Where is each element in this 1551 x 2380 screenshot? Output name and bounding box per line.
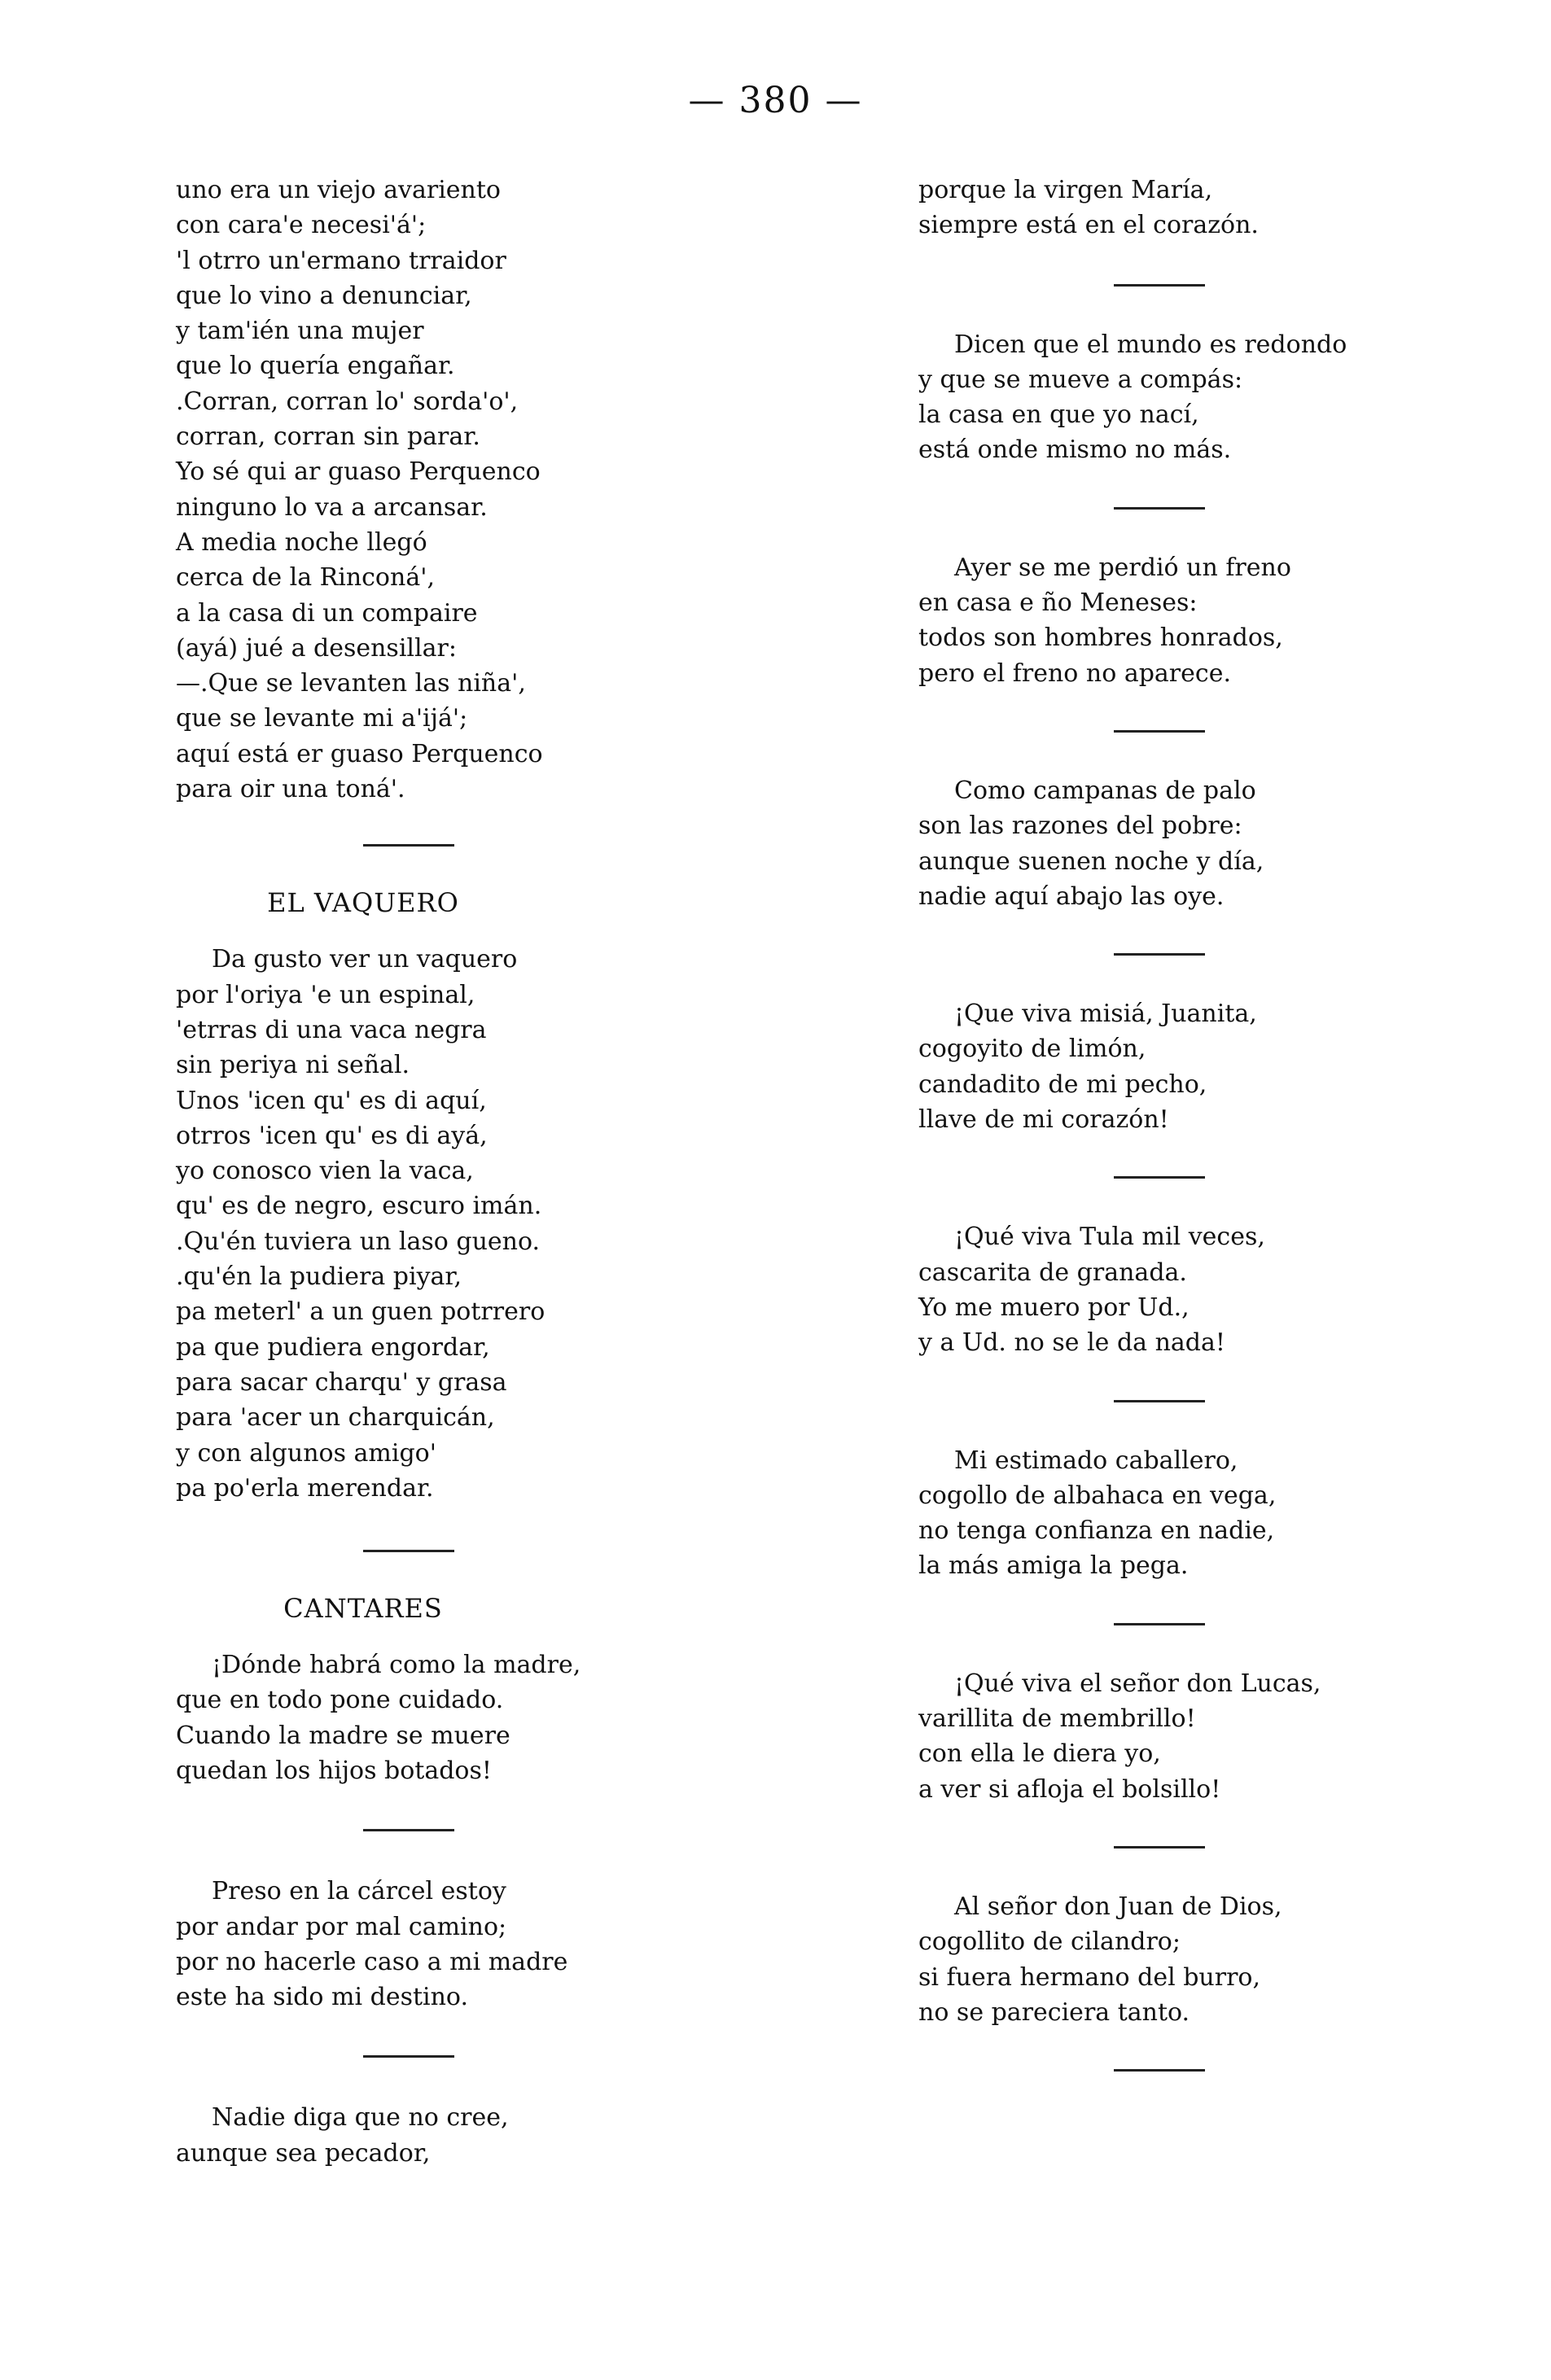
verse-line: cogollo de albahaca en vega, xyxy=(918,1481,1277,1510)
verse-line: no tenga confianza en nadie, xyxy=(918,1516,1275,1546)
poem-el-vaquero xyxy=(176,942,697,1506)
cantar-stanza xyxy=(176,1647,697,1788)
stanza-divider xyxy=(1114,507,1205,510)
stanza-divider xyxy=(363,2055,454,2058)
verse-line: Yo sé qui ar guaso Perquenco xyxy=(176,457,541,487)
cantar-stanza xyxy=(918,996,1439,1137)
verse-line: en casa e ño Meneses: xyxy=(918,588,1198,618)
verse-line: ¡Qué viva el señor don Lucas, xyxy=(954,1669,1321,1698)
verse-line: este ha sido mi destino. xyxy=(176,1983,469,2012)
verse-line: está onde mismo no más. xyxy=(918,435,1232,465)
verse-line: Mi estimado caballero, xyxy=(954,1446,1238,1475)
verse-line: si fuera hermano del burro, xyxy=(918,1962,1261,1992)
verse-line: por l'oriya 'e un espinal, xyxy=(176,980,475,1009)
verse-line: aquí está er guaso Perquenco xyxy=(176,739,543,768)
verse-line: qu' es de negro, escuro imán. xyxy=(176,1192,542,1221)
verse-line: y que se mueve a compás: xyxy=(918,365,1243,394)
verse-line: quedan los hijos botados! xyxy=(176,1756,492,1785)
verse-line: la casa en que yo nací, xyxy=(918,400,1199,430)
section-title-el-vaquero: EL VAQUERO xyxy=(267,887,459,919)
verse-line: Da gusto ver un vaquero xyxy=(212,945,518,974)
verse-line: yo conosco vien la vaca, xyxy=(176,1157,474,1186)
verse-line: pa que pudiera engordar, xyxy=(176,1332,490,1362)
verse-line: para oir una toná'. xyxy=(176,775,405,804)
verse-line: 'etrras di una vaca negra xyxy=(176,1015,487,1044)
cantar-stanza xyxy=(176,1874,697,2015)
verse-line: todos son hombres honrados, xyxy=(918,623,1283,653)
verse-line: porque la virgen María, xyxy=(918,176,1213,204)
verse-line: son las razones del pobre: xyxy=(918,812,1242,841)
cantar-stanza xyxy=(918,1889,1439,2030)
verse-line: con ella le diera yo, xyxy=(918,1739,1161,1769)
stanza-divider xyxy=(1114,1846,1205,1848)
stanza-divider xyxy=(1114,1176,1205,1179)
cantar-stanza xyxy=(918,550,1439,691)
verse-line: ¡Que viva misiá, Juanita, xyxy=(954,1000,1257,1029)
stanza-divider xyxy=(1114,2069,1205,2072)
verse-line: llave de mi corazón! xyxy=(918,1105,1169,1135)
cantar-stanza xyxy=(918,1443,1439,1584)
verse-line: pero el freno no aparece. xyxy=(918,658,1231,688)
stanza-divider xyxy=(1114,1400,1205,1402)
verse-line: uno era un viejo avariento xyxy=(176,176,501,204)
verse-line: ninguno lo va a arcansar. xyxy=(176,492,488,522)
verse-line: que se levante mi a'ijá'; xyxy=(176,704,468,733)
verse-line: por andar por mal camino; xyxy=(176,1912,507,1941)
verse-line: Dicen que el mundo es redondo xyxy=(954,330,1347,359)
cantar-stanza xyxy=(918,173,1439,243)
verse-line: cascarita de granada. xyxy=(918,1258,1187,1287)
verse-line: otrros 'icen qu' es di ayá, xyxy=(176,1121,488,1150)
verse-line: con cara'e necesi'á'; xyxy=(176,211,427,240)
verse-line: 'l otrro un'ermano trraidor xyxy=(176,246,506,275)
stanza-divider xyxy=(1114,284,1205,287)
stanza-divider xyxy=(363,1829,454,1831)
verse-line: a la casa di un compaire xyxy=(176,598,478,628)
section-title-cantares: CANTARES xyxy=(283,1593,443,1625)
verse-line: .Corran, corran lo' sorda'o', xyxy=(176,387,519,416)
cantar-stanza xyxy=(176,2100,697,2171)
cantar-stanza xyxy=(918,327,1439,468)
verse-line: aunque suenen noche y día, xyxy=(918,847,1264,876)
verse-line: para 'acer un charquicán, xyxy=(176,1403,495,1433)
verse-line: Unos 'icen qu' es di aquí, xyxy=(176,1086,487,1115)
verse-line: A media noche llegó xyxy=(176,527,427,557)
verse-line: corran, corran sin parar. xyxy=(176,422,480,452)
verse-line: ¡Dónde habrá como la madre, xyxy=(212,1651,581,1680)
verse-line: .Qu'én tuviera un laso gueno. xyxy=(176,1227,541,1256)
verse-line: aunque sea pecador, xyxy=(176,2138,431,2168)
verse-line: pa meterl' a un guen potrrero xyxy=(176,1297,545,1327)
verse-line: que en todo pone cuidado. xyxy=(176,1686,504,1715)
verse-line: que lo vino a denunciar, xyxy=(176,281,472,310)
cantar-stanza xyxy=(918,1666,1439,1807)
stanza-divider xyxy=(1114,953,1205,956)
stanza-divider xyxy=(1114,730,1205,733)
verse-line: pa po'erla merendar. xyxy=(176,1473,434,1503)
verse-line: a ver si afloja el bolsillo! xyxy=(918,1774,1221,1804)
verse-line: cerca de la Rinconá', xyxy=(176,563,435,593)
verse-line: que lo quería engañar. xyxy=(176,352,455,381)
left-column xyxy=(176,173,697,2171)
verse-line: .qu'én la pudiera piyar, xyxy=(176,1262,462,1292)
verse-line: cogoyito de limón, xyxy=(918,1035,1146,1064)
verse-line: (ayá) jué a desensillar: xyxy=(176,633,457,663)
stanza-divider xyxy=(1114,1623,1205,1625)
verse-line: sin periya ni señal. xyxy=(176,1051,410,1080)
section-divider xyxy=(363,1550,454,1552)
verse-line: Al señor don Juan de Dios, xyxy=(954,1892,1282,1921)
poem-continued xyxy=(176,173,697,807)
verse-line: Ayer se me perdió un freno xyxy=(954,553,1291,582)
verse-line: nadie aquí abajo las oye. xyxy=(918,882,1225,911)
verse-line: no se pareciera tanto. xyxy=(918,1997,1190,2027)
verse-line: ¡Qué viva Tula mil veces, xyxy=(954,1223,1265,1252)
cantar-stanza xyxy=(918,773,1439,914)
verse-line: Como campanas de palo xyxy=(954,776,1256,805)
verse-line: candadito de mi pecho, xyxy=(918,1070,1207,1099)
cantar-stanza xyxy=(918,1219,1439,1360)
verse-line: cogollito de cilandro; xyxy=(918,1927,1181,1957)
verse-line: varillita de membrillo! xyxy=(918,1704,1196,1734)
verse-line: Nadie diga que no cree, xyxy=(212,2103,509,2133)
verse-line: Cuando la madre se muere xyxy=(176,1721,510,1750)
verse-line: y a Ud. no se le da nada! xyxy=(918,1328,1225,1358)
verse-line: y con algunos amigo' xyxy=(176,1438,436,1468)
verse-line: Preso en la cárcel estoy xyxy=(212,1877,506,1906)
right-column xyxy=(918,173,1439,2072)
page-number: — 380 — xyxy=(688,80,863,121)
verse-line: para sacar charqu' y grasa xyxy=(176,1367,507,1397)
verse-line: por no hacerle caso a mi madre xyxy=(176,1947,568,1976)
verse-line: siempre está en el corazón. xyxy=(918,211,1259,240)
verse-line: —.Que se levanten las niña', xyxy=(176,669,526,698)
verse-line: Yo me muero por Ud., xyxy=(918,1293,1190,1322)
section-divider xyxy=(363,844,454,847)
verse-line: la más amiga la pega. xyxy=(918,1551,1189,1581)
verse-line: y tam'ién una mujer xyxy=(176,317,424,346)
